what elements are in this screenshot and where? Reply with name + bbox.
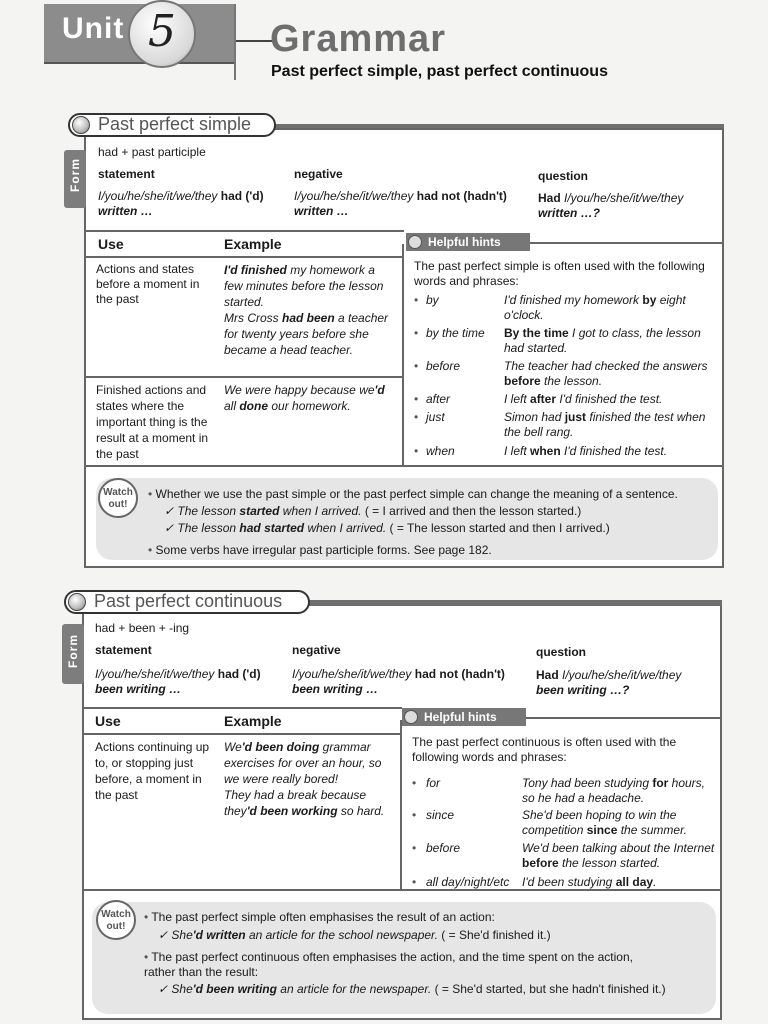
example-header: Example [224,713,282,729]
hint-row: • for Tony had been studying for hours, so he had a headache. [412,776,718,791]
divider [400,720,402,890]
hint-row: • by the time By the time I got to class, the lesson had started. [414,326,714,341]
helpful-hints-tag: Helpful hints [402,708,526,726]
watch-note: • The past perfect simple often emphasises the result of an action: [144,910,714,925]
hint-row: • when I left when I'd finished the test. [414,444,714,459]
question-form: Had I/you/he/she/it/we/they been writing …? [536,668,682,697]
info-icon [404,710,418,724]
watch-out-badge: Watch out! [96,900,136,940]
divider [82,733,402,735]
header-divider [234,4,236,80]
question-header: question [536,645,586,659]
bullet-icon [68,593,86,611]
unit-label: Unit [62,12,125,45]
divider [84,230,404,232]
hint-row: • all day/night/etc I'd been studying all day. [412,875,718,890]
negative-header: negative [294,167,343,181]
divider [82,707,402,709]
hint-row: • before The teacher had checked the answers before the lesson. [414,359,714,374]
statement-header: statement [95,643,152,657]
example-text: We'd been doing grammar exercises for over an hour, so we were really bored! They had a break because they'd been working so hard. [224,740,385,818]
watch-example: ✓ The lesson started when I arrived. ( = I arrived and then the lesson started.) [164,504,582,518]
form-line: had + been + -ing [95,621,190,635]
hints-intro: The past perfect continuous is often used with the following words and phrases: [412,735,677,764]
example-header: Example [224,236,282,252]
watch-example: ✓ She'd been writing an article for the newspaper. ( = She'd started, but she hadn't finished it.) [158,982,666,996]
watch-out-badge: Watch out! [98,478,138,518]
divider [402,244,404,466]
use-header: Use [95,713,121,729]
use-text: Finished actions and states where the important thing is the result at a moment in the past [96,383,209,461]
form-tab-label: Form [66,634,80,668]
divider [84,376,404,378]
negative-header: negative [292,643,341,657]
watch-note: • The past perfect continuous often emphasises the action, and the time spent on the action, rather than the result: [144,950,664,980]
example-text: I'd finished my homework a few minutes before the lesson started. Mrs Cross had been a teacher for twenty years before she became a head teacher. [224,263,389,357]
divider [84,465,724,467]
info-icon [408,235,422,249]
watch-example: ✓ She'd written an article for the school newspaper. ( = She'd finished it.) [158,928,551,942]
divider [526,717,722,719]
form-line: had + past participle [98,145,206,159]
hint-row: • just Simon had just finished the test when the bell rang. [414,410,714,425]
divider [530,242,724,244]
page-title: Grammar [270,18,446,60]
unit-number: 5 [148,6,176,57]
negative-form: I/you/he/she/it/we/they had not (hadn't) written … [294,189,507,218]
statement-form: I/you/he/she/it/we/they had ('d) written … [98,189,264,218]
divider [84,256,404,258]
question-form: Had I/you/he/she/it/we/they written …? [538,191,684,220]
ppc-title: Past perfect continuous [94,591,283,611]
hint-row: • by I'd finished my homework by eight o'clock. [414,293,714,308]
example-text: We were happy because we'd all done our homework. [224,383,385,413]
use-text: Actions continuing up to, or stopping just before, a moment in the past [95,740,210,802]
form-tab-label: Form [68,158,82,192]
hint-row: • since She'd been hoping to win the competition since the summer. [412,808,718,823]
pps-title: Past perfect simple [98,114,252,134]
bullet-icon [72,116,90,134]
question-header: question [538,169,588,183]
hint-row: • before We'd been talking about the Internet before the lesson started. [412,841,718,856]
statement-form: I/you/he/she/it/we/they had ('d) been writing … [95,667,261,696]
statement-header: statement [98,167,155,181]
page-subtitle: Past perfect simple, past perfect continuous [271,63,608,80]
watch-note: • Whether we use the past simple or the past perfect simple can change the meaning of a sentence. [148,487,718,502]
hints-intro: The past perfect simple is often used with the following words and phrases: [414,259,705,288]
watch-note: • Some verbs have irregular past participle forms. See page 182. [148,543,718,558]
watch-example: ✓ The lesson had started when I arrived. ( = The lesson started and then I arrived.) [164,521,610,535]
use-text: Actions and states before a moment in the past [96,262,200,306]
negative-form: I/you/he/she/it/we/they had not (hadn't) been writing … [292,667,505,696]
hint-row: • after I left after I'd finished the test. [414,392,714,407]
header-rule [236,40,272,42]
use-header: Use [98,236,124,252]
helpful-hints-tag: Helpful hints [406,233,530,251]
